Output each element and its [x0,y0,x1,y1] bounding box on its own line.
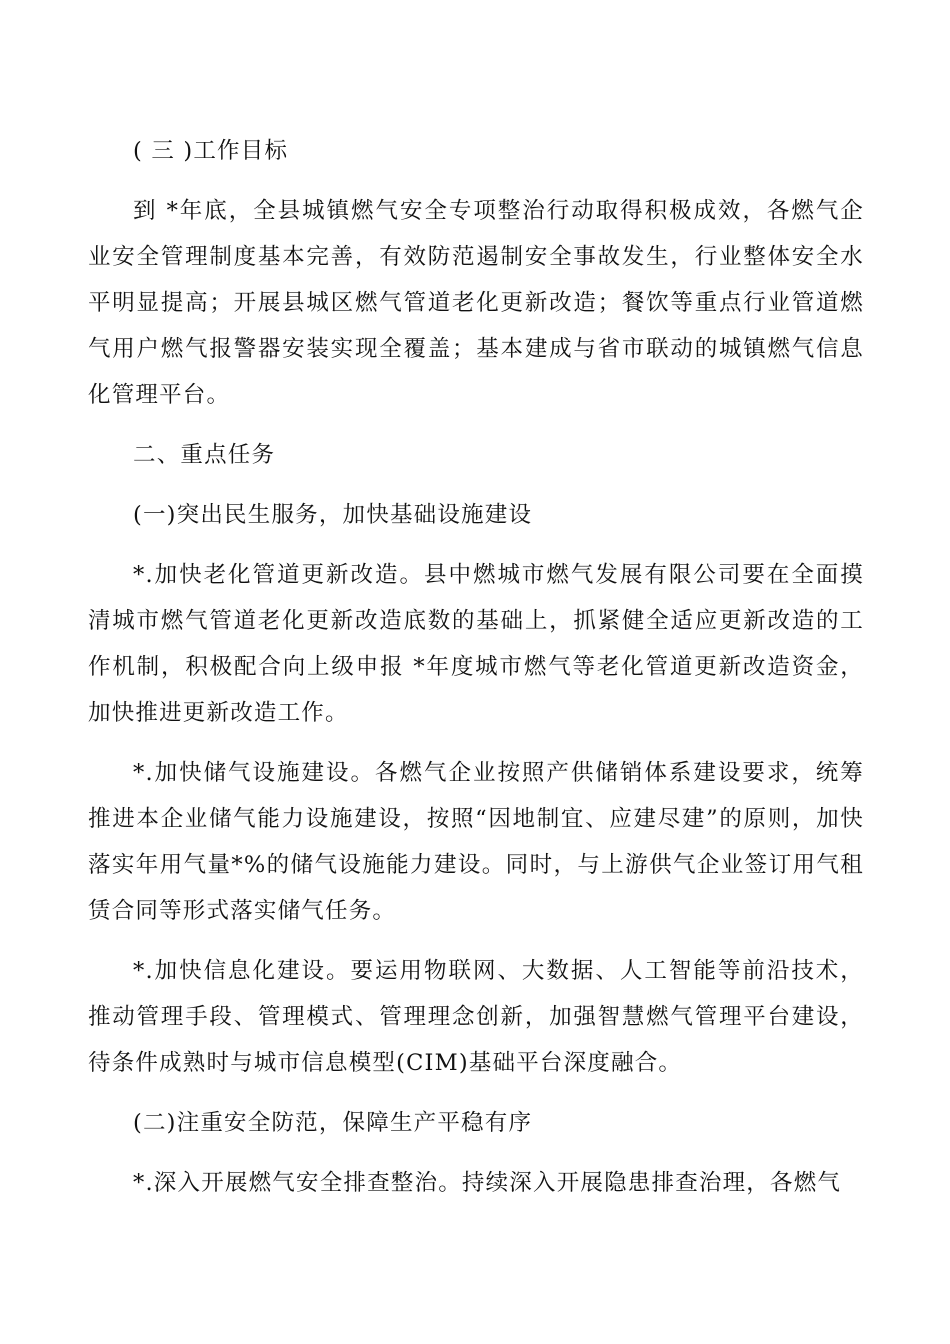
paragraph-gas-storage: *.加快储气设施建设。各燃气企业按照产供储销体系建设要求，统筹推进本企业储气能力设施建设，按照“因地制宜、应建尽建”的原则，加快落实年用气量*%的储气设施能力建设。同时，与上游供气企业签订用气租赁合同等形式落实储气任务。 [88,760,864,924]
paragraph-goal: 到 *年底，全县城镇燃气安全专项整治行动取得积极成效，各燃气企业安全管理制度基本完善，有效防范遏制安全事故发生，行业整体安全水平明显提高；开展县城区燃气管道老化更新改造；餐饮等重点行业管道燃气用户燃气报警器安装实现全覆盖；基本建成与省市联动的城镇燃气信息化管理平台。 [88,198,864,408]
paragraph-pipeline-renovation: *.加快老化管道更新改造。县中燃城市燃气发展有限公司要在全面摸清城市燃气管道老化更新改造底数的基础上，抓紧健全适应更新改造的工作机制，积极配合向上级申报 *年度城市燃气等老化管道更新改造资金，加快推进更新改造工作。 [88,562,864,726]
paragraph-informatization: *.加快信息化建设。要运用物联网、大数据、人工智能等前沿技术，推动管理手段、管理模式、管理理念创新，加强智慧燃气管理平台建设，待条件成熟时与城市信息模型(CIM)基础平台深度融合。 [88,958,864,1076]
heading-key-tasks: 二、重点任务 [133,442,276,468]
paragraph-safety-inspection: *.深入开展燃气安全排查整治。持续深入开展隐患排查治理，各燃气 [133,1170,842,1196]
heading-section-1: (一)突出民生服务，加快基础设施建设 [133,502,533,528]
heading-section-2: (二)注重安全防范，保障生产平稳有序 [133,1110,533,1136]
heading-work-goal: ( 三 )工作目标 [133,138,289,164]
document-body [88,128,864,1220]
